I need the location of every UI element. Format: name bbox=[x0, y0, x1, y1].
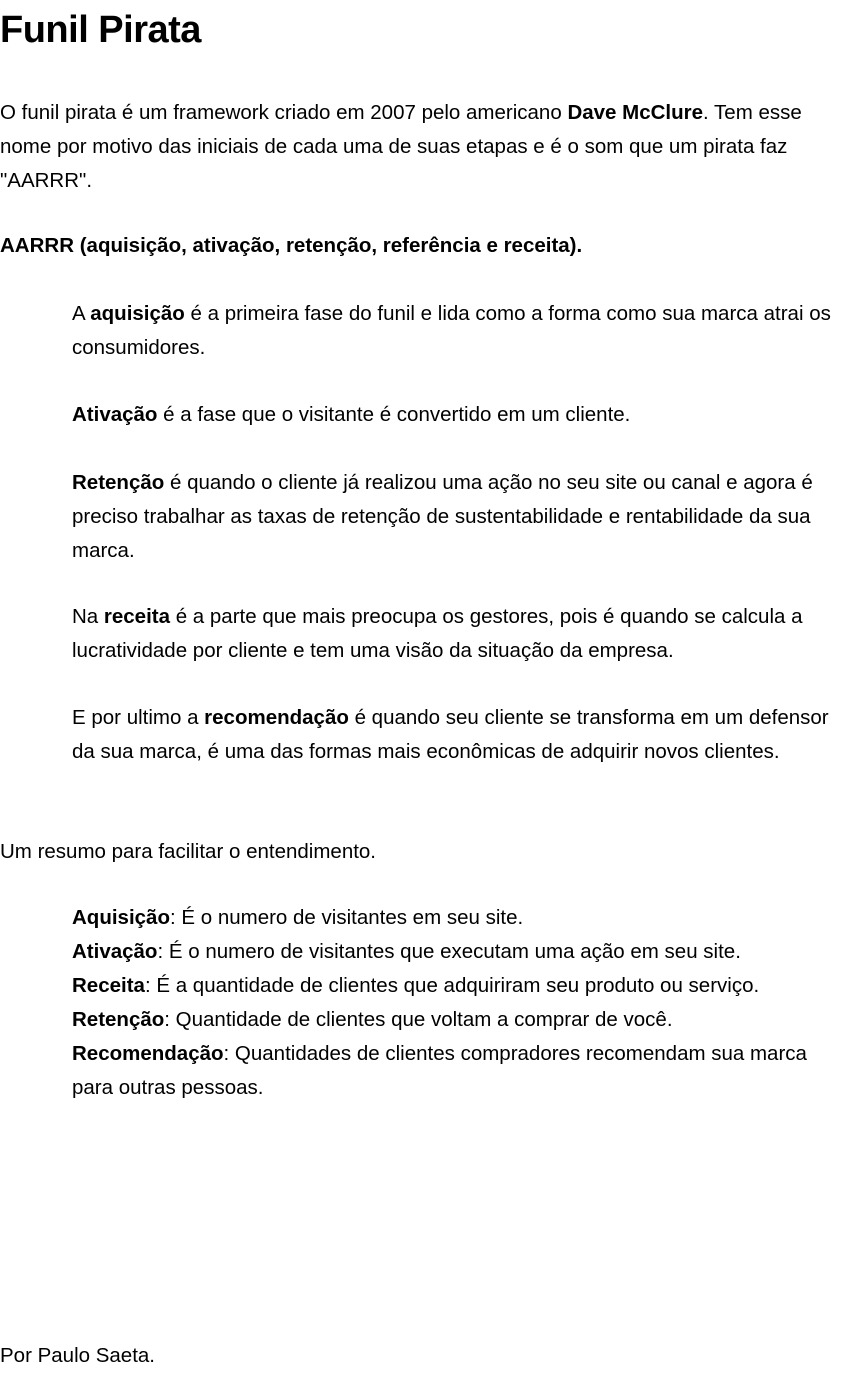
stage-paragraph-receita bbox=[72, 600, 848, 668]
stage-term: aquisição bbox=[90, 302, 185, 325]
summary-term: Ativação bbox=[72, 940, 158, 963]
summary-term: Recomendação bbox=[72, 1042, 224, 1065]
summary-term: Retenção bbox=[72, 1008, 165, 1031]
intro-text-start: O funil pirata é um framework criado em 2007 pelo americano bbox=[0, 101, 568, 124]
stage-term: Ativação bbox=[72, 403, 158, 426]
summary-item-recomendacao bbox=[72, 1037, 848, 1105]
summary-item-aquisicao bbox=[72, 901, 848, 935]
stage-text-start: A bbox=[72, 302, 91, 325]
summary-description: : É o numero de visitantes que executam uma ação em seu site. bbox=[157, 940, 741, 963]
summary-description: : Quantidade de clientes que voltam a comprar de você. bbox=[164, 1008, 673, 1031]
author-signature: Por Paulo Saeta. bbox=[0, 1344, 155, 1367]
stage-text-start: E por ultimo a bbox=[72, 706, 205, 729]
summary-item-retencao bbox=[72, 1003, 848, 1037]
summary-description: : É a quantidade de clientes que adquiriram seu produto ou serviço. bbox=[144, 974, 760, 997]
intro-author-name: Dave McClure bbox=[567, 101, 704, 124]
stage-term: Retenção bbox=[72, 471, 165, 494]
summary-intro: Um resumo para facilitar o entendimento. bbox=[0, 840, 377, 863]
stage-paragraph-aquisicao bbox=[72, 297, 848, 365]
summary-description: : Quantidades de clientes compradores recomendam sua marca para outras pessoas. bbox=[72, 1042, 807, 1099]
stage-text-end: é quando seu cliente se transforma em um defensor da sua marca, é uma das formas mais econômicas de adquirir novos clientes. bbox=[72, 706, 829, 763]
summary-item-ativacao bbox=[72, 935, 848, 969]
stage-paragraph-recomendacao bbox=[72, 701, 848, 769]
stage-paragraph-retencao bbox=[72, 466, 848, 568]
intro-text-end: . Tem esse nome por motivo das iniciais de cada uma de suas etapas e é o som que um pirata faz "AARRR". bbox=[0, 101, 802, 192]
page-title: Funil Pirata bbox=[0, 9, 201, 51]
summary-list bbox=[72, 901, 848, 1105]
stage-text-end: é quando o cliente já realizou uma ação no seu site ou canal e agora é preciso trabalhar as taxas de retenção de sustentabilidade e rentabilidade da sua marca. bbox=[72, 471, 813, 562]
stage-text-end: é a primeira fase do funil e lida como a forma como sua marca atrai os consumidores. bbox=[72, 302, 831, 359]
summary-item-receita bbox=[72, 969, 848, 1003]
intro-paragraph bbox=[0, 96, 846, 198]
stage-term: receita bbox=[103, 605, 171, 628]
summary-term: Receita bbox=[72, 974, 145, 997]
summary-description: : É o numero de visitantes em seu site. bbox=[169, 906, 524, 929]
summary-term: Aquisição bbox=[72, 906, 170, 929]
stage-text-end: é a parte que mais preocupa os gestores, pois é quando se calcula a lucratividade por cliente e tem uma visão da situação da empresa. bbox=[72, 605, 803, 662]
aarrr-heading: AARRR (aquisição, ativação, retenção, referência e receita). bbox=[0, 234, 583, 257]
stage-text-start: Na bbox=[72, 605, 104, 628]
stage-term: recomendação bbox=[204, 706, 349, 729]
stage-paragraph-ativacao bbox=[72, 398, 848, 432]
stage-text-end: é a fase que o visitante é convertido em um cliente. bbox=[157, 403, 631, 426]
